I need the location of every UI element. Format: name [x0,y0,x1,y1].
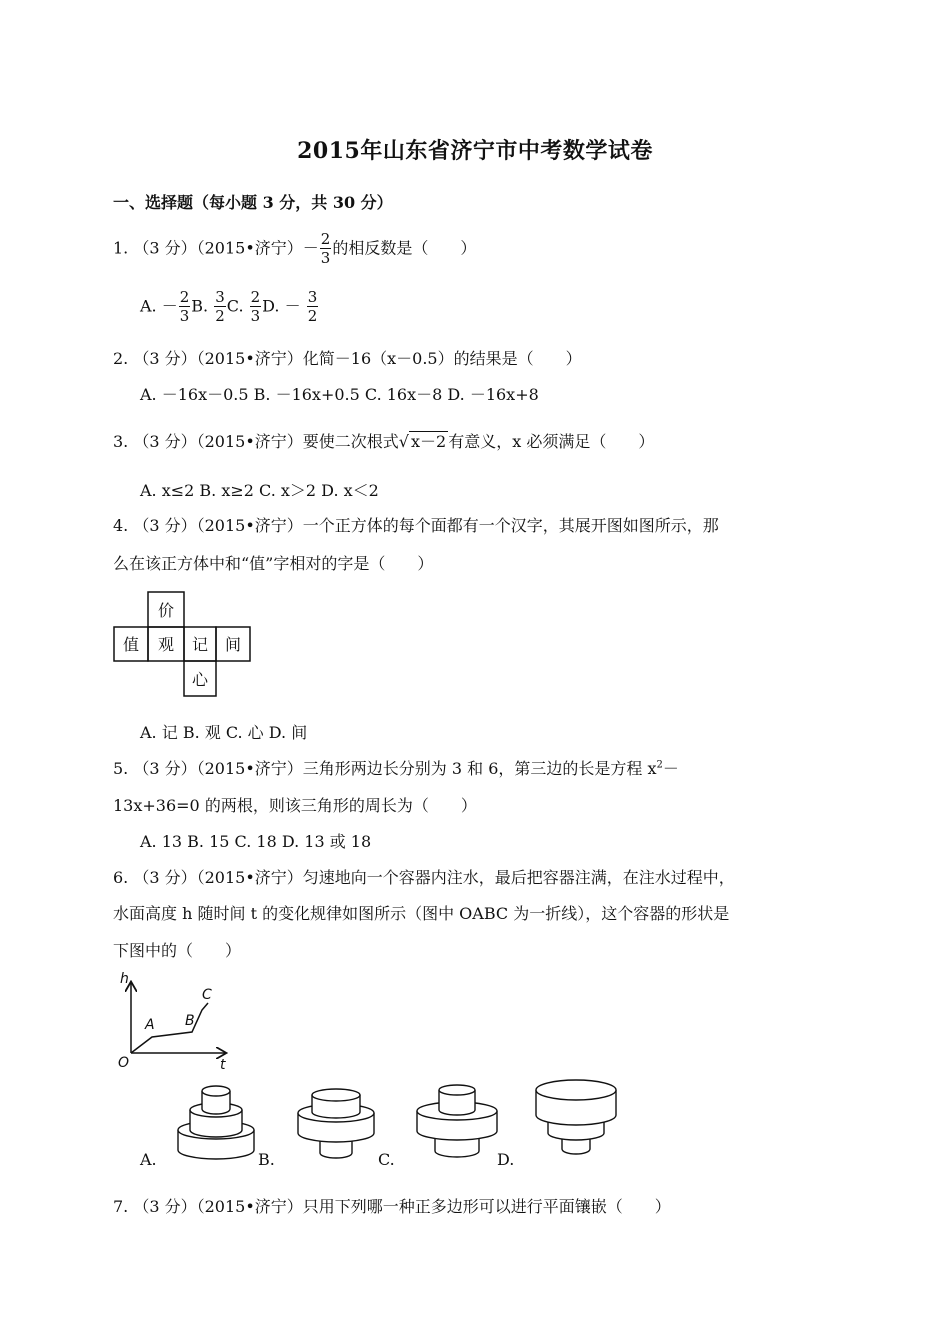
question-4-line-2: 么在该正方体中和“值”字相对的字是（ ） [113,554,434,573]
question-2: 2. （3 分）（2015•济宁）化简－16（x－0.5）的结果是（ ） [113,349,582,368]
q6-option-a-label: A. [140,1150,157,1169]
graph-label-o: O [118,1055,130,1071]
graph-label-t: t [220,1057,226,1073]
container-a [178,1086,254,1159]
q2-options: A. －16x－0.5 B. －16x+0.5 C. 16x－8 D. －16x+8 [140,385,539,404]
q1-option-a-label: A. － [140,296,178,316]
net-char-bottom: 心 [191,670,209,689]
container-d [536,1080,616,1154]
q1-option-c-num: 2 [250,288,261,306]
q1-frac-den: 3 [320,249,331,267]
q1-option-c-den: 3 [250,307,261,325]
graph-label-a: A [145,1017,155,1033]
q1-option-b-frac [214,290,226,324]
q1-option-d-label: D. － [262,296,301,316]
question-4-line-1: 4. （3 分）（2015•济宁）一个正方体的每个面都有一个汉字，其展开图如图所示，那 [113,516,719,535]
q1-option-a-den: 3 [179,307,190,325]
container-c [417,1085,497,1157]
q3-text-before: 3. （3 分）（2015•济宁）要使二次根式 [113,432,399,451]
net-char-2: 观 [157,635,175,654]
q1-option-b-label: B. [191,296,209,316]
q1-option-b-num: 3 [215,288,225,306]
q5-options: A. 13 B. 15 C. 18 D. 13 或 18 [140,832,372,851]
page-title: 2015年山东省济宁市中考数学试卷 [297,138,653,164]
q1-option-a-frac [179,290,191,324]
graph-label-c: C [202,987,212,1003]
q6-option-c-label: C. [378,1150,395,1169]
q4-options: A. 记 B. 观 C. 心 D. 间 [140,723,308,742]
container-b [298,1089,374,1158]
q1-option-b-den: 2 [215,307,225,325]
q1-option-d-den: 2 [307,307,318,325]
q1-option-c-frac [250,290,262,324]
q1-options [140,290,319,324]
q1-option-d-num: 3 [307,288,318,306]
question-6-line-3: 下图中的（ ） [113,941,242,960]
net-char-4: 间 [224,635,242,654]
q5-line1-text: 5. （3 分）（2015•济宁）三角形两边长分别为 3 和 6，第三边的长是方程 x [113,759,657,778]
graph-label-b: B [185,1013,195,1029]
q1-option-a-num: 2 [179,288,190,306]
net-char-1: 值 [122,635,140,654]
cube-net-figure [110,590,260,702]
graph-polyline-oabc [131,1003,208,1053]
q1-option-c-label: C. [226,296,244,316]
q6-option-d-label: D. [497,1150,515,1169]
net-char-top: 价 [157,601,175,620]
q1-frac-num: 2 [320,230,331,248]
question-5-line-2: 13x+36=0 的两根，则该三角形的周长为（ ） [113,796,477,815]
q1-fraction [320,232,332,266]
question-6-line-1: 6. （3 分）（2015•济宁）匀速地向一个容器内注水，最后把容器注满，在注水过程中， [113,868,735,887]
q5-exponent: 2 [656,759,663,771]
q3-options: A. x≤2 B. x≥2 C. x＞2 D. x＜2 [140,481,379,500]
question-5-line-1 [113,756,679,779]
question-6-line-2: 水面高度 h 随时间 t 的变化规律如图所示（图中 OABC 为一折线），这个容器的形状是 [113,904,730,923]
q5-line1-tail: － [662,759,679,778]
question-7: 7. （3 分）（2015•济宁）只用下列哪一种正多边形可以进行平面镶嵌（ ） [113,1197,671,1216]
q6-option-b-label: B. [258,1150,275,1169]
q1-text-before: 1. （3 分）（2015•济宁）－ [113,238,319,258]
graph-label-h: h [120,971,129,987]
q3-text-after: 有意义，x 必须满足（ ） [448,432,655,451]
water-level-graph [110,965,235,1075]
q3-radicand: x－2 [410,432,447,451]
q3-sqrt [399,429,448,452]
net-char-3: 记 [191,635,209,654]
sqrt-icon: √ [398,432,409,451]
question-1 [113,232,476,266]
question-3 [113,429,654,452]
section-heading: 一、选择题（每小题 3 分，共 30 分） [113,193,393,212]
q1-option-d-frac [307,290,319,324]
q1-text-after: 的相反数是（ ） [332,238,477,258]
